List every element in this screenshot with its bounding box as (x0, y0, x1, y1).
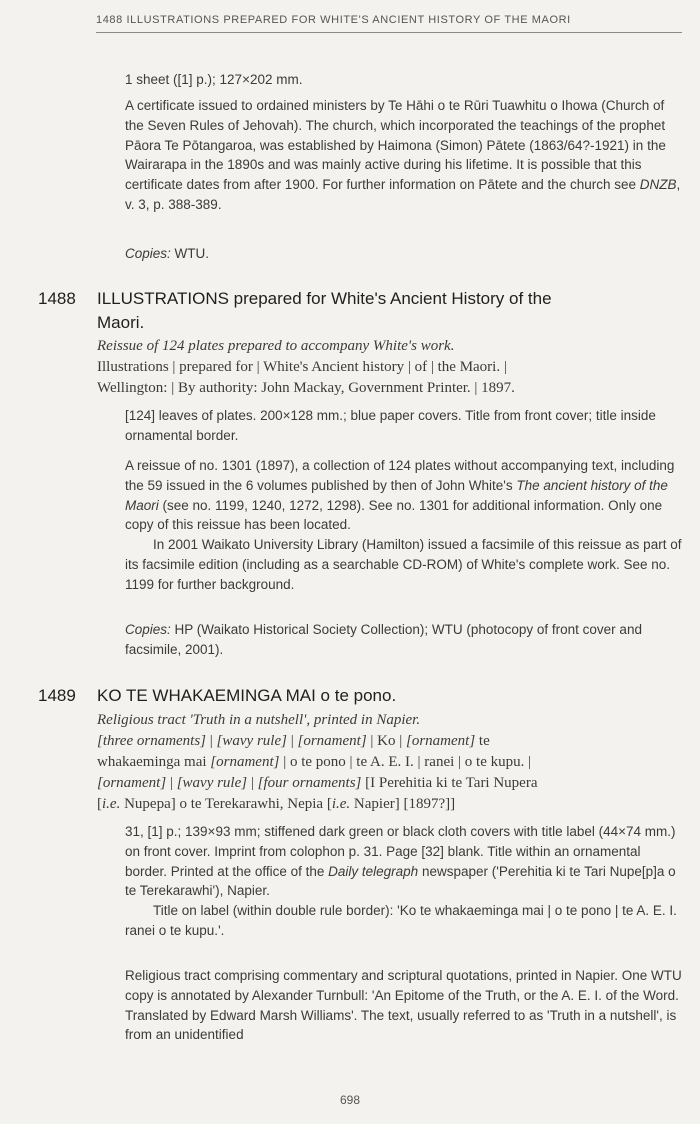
entry-number-1489: 1489 (38, 686, 76, 705)
prev-copies: Copies: WTU. (125, 246, 210, 261)
page-number: 698 (339, 1093, 361, 1107)
prev-collation: 1 sheet ([1] p.); 127×202 mm. (125, 72, 303, 87)
collation-1488: [124] leaves of plates. 200×128 mm.; blue paper covers. Title from front cover; title inside ornamental border. (125, 408, 656, 443)
entry-description-1489: Religious tract 'Truth in a nutshell', printed in Napier. [three ornaments] | [wavy rule] | [ornament] | Ko | [ornament] te whakaeminga mai [ornament] | o te pono | te A. E. I. | ranei | o te kupu. | [ornament] | [wavy rule] | [four ornaments] [I Perehitia ki te Tari Nupera [i.e. Nupepa] o te Terekarawhi, Nepia [i.e. Napier] [1897?]] (97, 712, 538, 812)
copies-1488: Copies: HP (Waikato Historical Society Collection); WTU (photocopy of front cover and facsimile, 2001). (125, 622, 642, 657)
entry-title-1489: KO TE WHAKAEMINGA MAI o te pono. (97, 686, 397, 705)
collation-1489: 31, [1] p.; 139×93 mm; stiffened dark green or black cloth covers with title label (44×74 mm.) on front cover. Imprint from colophon p. 31. Page [32] blank. Title within an ornamental border. Printed at the office of the Daily telegraph newspaper ('Perehitia ki te Tari Nupe[p]a o te Terekarawhi'), Napier. Title on label (within double rule border): 'Ko te whakaeminga mai | o te pono | te A. E. I. ranei o te kupu.'. (125, 824, 677, 938)
prev-note: A certificate issued to ordained ministers by Te Hāhi o te Rūri Tuawhitu o Ihowa (Church of the Seven Rules of Jehovah). The church, which incorporated the teachings of the prophet Pāora Te Pōtangaroa, was established by Haimona (Simon) Pātete (1863/64?-1921) in the Wairarapa in the 1890s and was mainly active during his lifetime. It is possible that this certificate dates from after 1900. For further information on Pātete and the church see DNZB, v. 3, p. 388-389. (125, 98, 681, 212)
note-1488: A reissue of no. 1301 (1897), a collection of 124 plates without accompanying text, including the 59 issued in the 6 volumes published by then of John White's The ancient history of the Maori (see no. 1199, 1240, 1272, 1298). See no. 1301 for additional information. Only one copy of this reissue has been located. In 2001 Waikato University Library (Hamilton) issued a facsimile of this reissue as part of its facsimile edition (including as a searchable CD-ROM) of White's complete work. See no. 1199 for further background. (125, 458, 682, 592)
entry-number-1488: 1488 (38, 289, 76, 308)
running-header: 1488 ILLUSTRATIONS PREPARED FOR WHITE'S ANCIENT HISTORY OF THE MAORI (96, 14, 682, 33)
entry-title-1488: ILLUSTRATIONS prepared for White's Ancient History of the Maori. (97, 289, 552, 332)
entry-description-1488: Reissue of 124 plates prepared to accompany White's work. Illustrations | prepared for | White's Ancient history | of | the Maori. | Wellington: | By authority: John Mackay, Government Printer. | 1897. (97, 338, 515, 396)
note-1489: Religious tract comprising commentary and scriptural quotations, printed in Napier. One WTU copy is annotated by Alexander Turnbull: 'An Epitome of the Truth, or the A. E. I. of the Word. Translated by Edward Marsh Williams'. The text, usually referred to as 'Truth in a nutshell', is from an unidentified (125, 968, 682, 1043)
